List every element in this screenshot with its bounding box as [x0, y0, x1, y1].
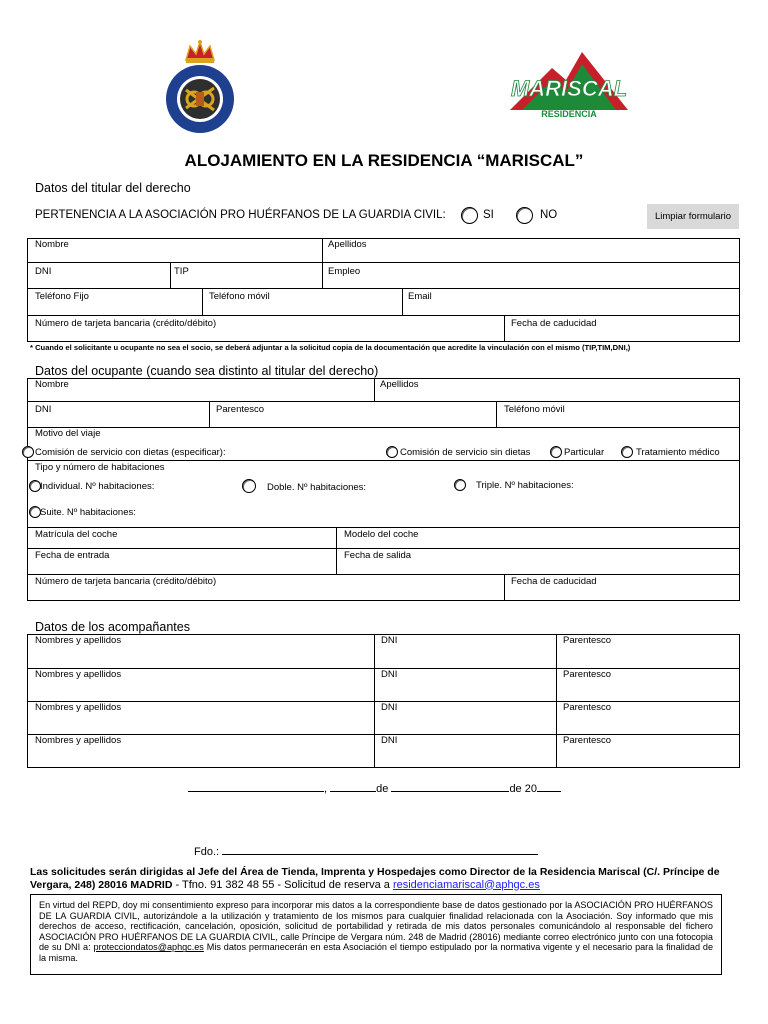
membership-no-label: NO	[540, 209, 558, 221]
titular-tarjeta-field[interactable]: Número de tarjeta bancaria (crédito/débito)	[35, 318, 217, 329]
reservation-email-link[interactable]: residenciamariscal@aphgc.es	[392, 878, 540, 891]
acompanante-4-parentesco[interactable]: Parentesco	[563, 735, 612, 746]
mariscal-logo	[506, 46, 632, 122]
footer-instructions	[30, 866, 730, 891]
mariscal-logo-subtext: RESIDENCIA	[541, 109, 597, 119]
membership-question: PERTENENCIA A LA ASOCIACIÓN PRO HUÉRFANOS DE LA GUARDIA CIVIL:	[35, 209, 446, 221]
ocupante-section-title: Datos del ocupante (cuando sea distinto al titular del derecho)	[35, 364, 379, 378]
titular-caducidad-field[interactable]: Fecha de caducidad	[511, 318, 597, 329]
motivo-comision-dietas-radio[interactable]	[22, 446, 34, 458]
acompanante-2-parentesco[interactable]: Parentesco	[563, 669, 612, 680]
ocupante-caducidad-field[interactable]: Fecha de caducidad	[511, 576, 597, 587]
titular-nombre-field[interactable]: Nombre	[35, 239, 69, 250]
habitacion-doble-radio[interactable]	[242, 479, 256, 493]
ocupante-nombre-field[interactable]: Nombre	[35, 379, 69, 390]
titular-note: * Cuando el solicitante u ocupante no sea el socio, se deberá adjuntar a la solicitud copia de la documentación que acredite la vinculación con el mismo (TIP,TIM,DNI,)	[30, 343, 631, 352]
date-line: , de de 20	[188, 780, 561, 795]
ocupante-tarjeta-field[interactable]: Número de tarjeta bancaria (crédito/débito)	[35, 576, 217, 587]
acompanantes-section-title: Datos de los acompañantes	[35, 620, 190, 634]
month-blank[interactable]	[391, 780, 509, 792]
matricula-field[interactable]: Matrícula del coche	[35, 529, 118, 540]
membership-no-radio[interactable]	[516, 207, 533, 224]
habitacion-triple-radio[interactable]	[454, 479, 466, 491]
acompanante-2-dni[interactable]: DNI	[381, 669, 398, 680]
day-blank[interactable]	[330, 780, 376, 792]
membership-yes-label: SI	[483, 209, 494, 221]
footer-contact-text: - Tfno. 91 382 48 55 - Solicitud de reserva a	[172, 878, 393, 891]
habitacion-individual-label: Individual. Nº habitaciones:	[40, 481, 155, 492]
ocupante-parentesco-field[interactable]: Parentesco	[216, 404, 265, 415]
titular-apellidos-field[interactable]: Apellidos	[328, 239, 367, 250]
tipo-habitaciones-label: Tipo y número de habitaciones	[35, 462, 165, 473]
titular-telefono-fijo-field[interactable]: Teléfono Fijo	[35, 291, 89, 302]
titular-tip-field[interactable]: TIP	[174, 266, 189, 277]
motivo-comision-sin-dietas-label: Comisión de servicio sin dietas	[400, 447, 531, 458]
motivo-viaje-label: Motivo del viaje	[35, 428, 101, 439]
titular-empleo-field[interactable]: Empleo	[328, 266, 361, 277]
place-blank[interactable]	[188, 780, 324, 792]
titular-section-title: Datos del titular del derecho	[35, 181, 191, 195]
ocupante-apellidos-field[interactable]: Apellidos	[380, 379, 419, 390]
motivo-comision-dietas-label: Comisión de servicio con dietas (especificar):	[35, 447, 226, 458]
signature-blank[interactable]	[222, 843, 538, 855]
legal-consent-box	[30, 894, 722, 975]
acompanante-4-nombre[interactable]: Nombres y apellidos	[35, 735, 122, 746]
fecha-salida-field[interactable]: Fecha de salida	[344, 550, 412, 561]
titular-dni-field[interactable]: DNI	[35, 266, 52, 277]
motivo-comision-sin-dietas-radio[interactable]	[386, 446, 398, 458]
habitacion-triple-label: Triple. Nº habitaciones:	[476, 480, 574, 491]
acompanante-1-dni[interactable]: DNI	[381, 635, 398, 646]
page-title: ALOJAMIENTO EN LA RESIDENCIA “MARISCAL”	[184, 151, 584, 170]
acompanante-3-dni[interactable]: DNI	[381, 702, 398, 713]
habitacion-doble-label: Doble. Nº habitaciones:	[267, 482, 367, 493]
acompanante-4-dni[interactable]: DNI	[381, 735, 398, 746]
motivo-tratamiento-radio[interactable]	[621, 446, 633, 458]
legal-text-2: Mis datos permanecerán en esta Asociación el tiempo estipulado por la normativa vigente y el necesario para la finalidad de la misma.	[39, 942, 713, 963]
legal-text-1: En virtud del REPD, doy mi consentimiento expreso para incorporar mis datos a la correspondiente base de datos gestionado por la ASOCIACIÓN PRO HUÉRFANOS DE LA GUARDIA CIVIL, autorizándole a la utilización y tratamiento de los mismos para cualquier finalidad relacionada con la Asociación. Soy informado que mis derechos de acceso, rectificación, cancelación, oposición, solicitud de portabilidad y retirada de mis datos personales comunicándolo al responsable del fichero ASOCIACIÓN PRO HUÉRFANOS DE LA GUARDIA CIVIL, calle Príncipe de Vergara núm. 248 de Madrid (28016) mediante correo electrónico junto con una fotocopia de su DNI a:	[39, 900, 713, 953]
fecha-entrada-field[interactable]: Fecha de entrada	[35, 550, 110, 561]
motivo-particular-label: Particular	[564, 447, 605, 458]
ocupante-telefono-movil-field[interactable]: Teléfono móvil	[504, 404, 565, 415]
year-blank[interactable]	[537, 780, 561, 792]
modelo-coche-field[interactable]: Modelo del coche	[344, 529, 419, 540]
footer-bold-text: Las solicitudes serán dirigidas al Jefe del Área de Tienda, Imprenta y Hospedajes como Director de la Residencia Mariscal (C/. Príncipe de Vergara, 248) 28016 MADRID	[30, 866, 720, 891]
motivo-particular-radio[interactable]	[550, 446, 562, 458]
titular-email-field[interactable]: Email	[408, 291, 432, 302]
acompanante-1-parentesco[interactable]: Parentesco	[563, 635, 612, 646]
acompanante-3-parentesco[interactable]: Parentesco	[563, 702, 612, 713]
signature-line: Fdo.:	[194, 843, 538, 858]
acompanante-2-nombre[interactable]: Nombres y apellidos	[35, 669, 122, 680]
guardia-civil-logo	[160, 38, 240, 134]
titular-telefono-movil-field[interactable]: Teléfono móvil	[209, 291, 270, 302]
mariscal-logo-text: MARISCAL	[510, 76, 628, 101]
motivo-tratamiento-label: Tratamiento médico	[636, 447, 720, 458]
acompanante-1-nombre[interactable]: Nombres y apellidos	[35, 635, 122, 646]
data-protection-email-link[interactable]: protecciondatos@aphgc.es	[93, 942, 204, 953]
clear-form-button[interactable]: Limpiar formulario	[647, 204, 739, 229]
habitacion-suite-label: Suite. Nº habitaciones:	[40, 507, 136, 518]
ocupante-dni-field[interactable]: DNI	[35, 404, 52, 415]
acompanante-3-nombre[interactable]: Nombres y apellidos	[35, 702, 122, 713]
membership-yes-radio[interactable]	[461, 207, 478, 224]
